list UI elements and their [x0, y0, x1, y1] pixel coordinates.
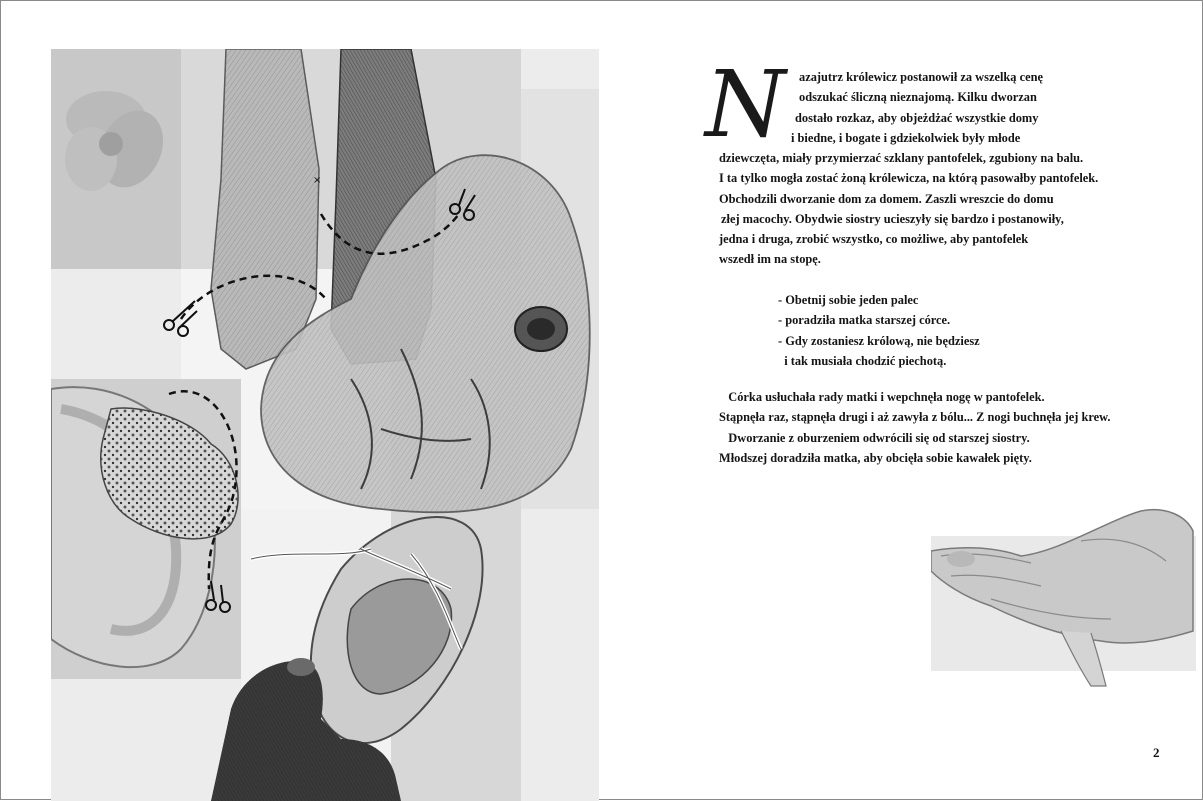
opening-paragraph: [791, 67, 1203, 148]
text-line: - poradziła matka starszej córce.: [778, 313, 951, 328]
text-line: I ta tylko mogła zostać żoną królewicza, na którą pasowałby pantofelek.: [719, 171, 1099, 186]
text-line: dziewczęta, miały przymierzać szklany pantofelek, zgubiony na balu.: [719, 151, 1084, 165]
page-number: 2: [1153, 745, 1160, 760]
text-line: i biedne, i bogate i gdziekolwiek były młode: [791, 130, 1021, 145]
text-line: Córka usłuchała rady matki i wepchnęła nogę w pantofelek.: [719, 390, 1045, 404]
body-paragraph: [719, 148, 1149, 270]
text-line: Dworzanie z oburzeniem odwrócili się od starszej siostry.: [719, 430, 1030, 445]
foot-in-glass-slipper-icon: [931, 501, 1196, 691]
text-line: dostało rozkaz, aby objeżdżać wszystkie domy: [795, 110, 1039, 125]
text-line: Obchodzili dworzanie dom za domem. Zaszli wreszcie do domu: [719, 191, 1054, 206]
text-line: wszedł im na stopę.: [719, 252, 821, 267]
text-line: złej macochy. Obydwie siostry ucieszyły się bardzo i postanowiły,: [721, 211, 1064, 226]
text-line: - Gdy zostaniesz królową, nie będziesz: [778, 333, 980, 348]
text-line: i tak musiała chodzić piechotą.: [778, 353, 947, 368]
drop-cap: N: [705, 51, 786, 158]
collage-art: [51, 49, 599, 801]
text-line: odszukać śliczną nieznajomą. Kilku dworzan: [799, 90, 1037, 105]
text-line: Stąpnęła raz, stąpnęła drugi i aż zawyła z bólu... Z nogi buchnęła jej krew.: [719, 410, 1111, 425]
text-line: jedna i druga, zrobić wszystko, co możliwe, aby pantofelek: [719, 232, 1029, 247]
dialogue-paragraph: [778, 290, 1203, 371]
closing-paragraph: [719, 387, 1149, 468]
svg-text:×: ×: [313, 175, 322, 186]
text-line: Młodszej doradziła matka, aby obcięła sobie kawałek pięty.: [719, 450, 1032, 465]
text-line: - Obetnij sobie jeden palec: [778, 293, 919, 307]
illustration-collage: [51, 49, 599, 801]
text-line: azajutrz królewicz postanowił za wszelką cenę: [799, 70, 1043, 84]
